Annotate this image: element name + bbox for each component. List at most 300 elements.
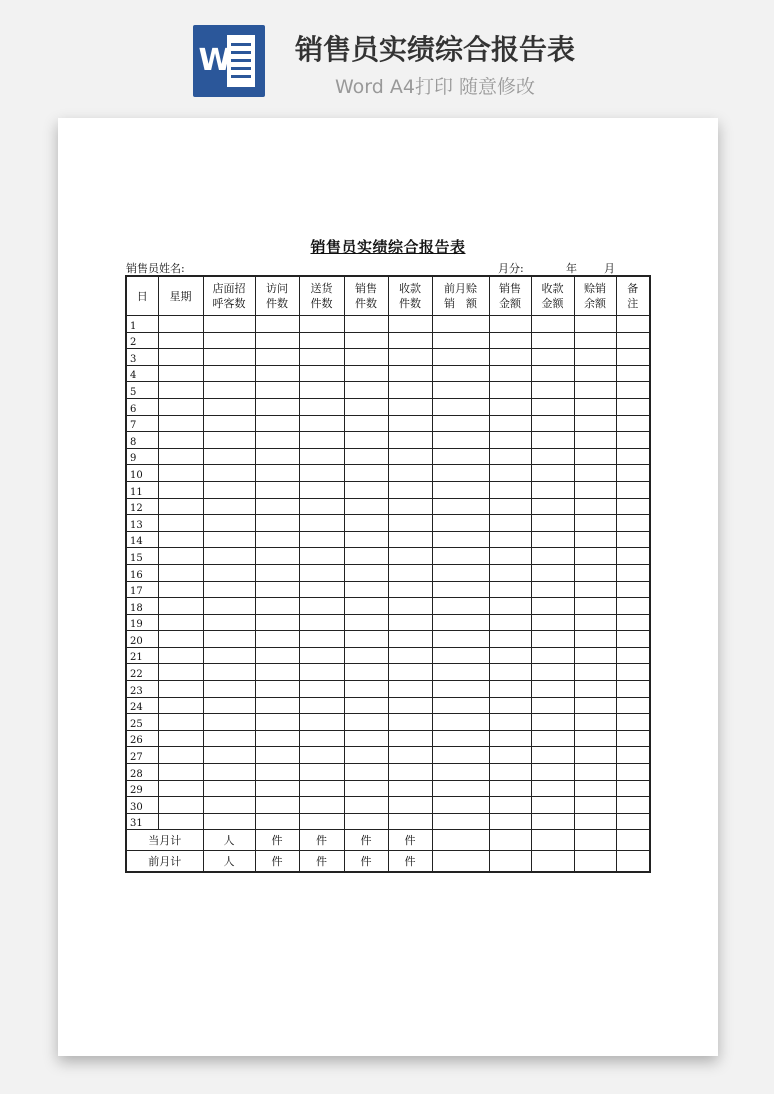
table-cell[interactable] [158,465,203,482]
table-cell[interactable] [574,349,616,366]
table-cell[interactable] [489,316,531,333]
table-cell[interactable] [531,851,574,873]
table-cell[interactable] [203,382,255,399]
table-cell[interactable] [255,548,299,565]
table-cell[interactable] [344,415,388,432]
table-cell[interactable] [388,730,432,747]
table-cell[interactable] [255,316,299,333]
table-cell[interactable] [574,747,616,764]
table-cell[interactable] [531,432,574,449]
table-cell[interactable] [574,332,616,349]
table-cell[interactable] [388,813,432,830]
summary-unit[interactable]: 件 [299,830,344,851]
table-cell[interactable] [344,531,388,548]
table-cell[interactable] [344,382,388,399]
table-cell[interactable] [344,647,388,664]
table-cell[interactable] [344,515,388,532]
table-cell[interactable] [255,714,299,731]
table-cell[interactable] [158,664,203,681]
table-cell[interactable] [255,797,299,814]
table-cell[interactable] [203,365,255,382]
table-cell[interactable] [432,730,489,747]
table-cell[interactable] [574,515,616,532]
table-cell[interactable] [388,714,432,731]
table-cell[interactable] [531,448,574,465]
table-cell[interactable] [203,764,255,781]
table-cell[interactable] [432,531,489,548]
table-cell[interactable] [616,747,650,764]
table-cell[interactable] [388,332,432,349]
table-cell[interactable] [574,851,616,873]
table-cell[interactable] [489,498,531,515]
table-cell[interactable] [203,448,255,465]
table-cell[interactable] [432,398,489,415]
table-cell[interactable] [432,316,489,333]
table-cell[interactable] [388,797,432,814]
table-cell[interactable] [489,382,531,399]
table-cell[interactable] [432,365,489,382]
table-cell[interactable] [489,581,531,598]
table-cell[interactable] [158,349,203,366]
table-cell[interactable] [388,515,432,532]
table-cell[interactable] [531,415,574,432]
table-cell[interactable] [531,564,574,581]
table-cell[interactable] [489,332,531,349]
table-cell[interactable] [489,764,531,781]
table-cell[interactable] [203,548,255,565]
table-cell[interactable] [574,316,616,333]
table-cell[interactable] [616,531,650,548]
table-cell[interactable] [616,515,650,532]
table-cell[interactable] [255,813,299,830]
table-cell[interactable] [299,647,344,664]
table-cell[interactable] [299,382,344,399]
table-cell[interactable] [299,664,344,681]
table-cell[interactable] [299,365,344,382]
table-cell[interactable] [203,515,255,532]
table-cell[interactable] [489,598,531,615]
table-cell[interactable] [616,448,650,465]
table-cell[interactable] [158,382,203,399]
table-cell[interactable] [255,581,299,598]
table-cell[interactable] [299,697,344,714]
table-cell[interactable] [203,531,255,548]
table-cell[interactable] [616,316,650,333]
table-cell[interactable] [574,564,616,581]
table-cell[interactable] [255,664,299,681]
table-cell[interactable] [388,681,432,698]
table-cell[interactable] [344,598,388,615]
table-cell[interactable] [432,647,489,664]
table-cell[interactable] [616,432,650,449]
table-cell[interactable] [616,498,650,515]
table-cell[interactable] [299,332,344,349]
table-cell[interactable] [531,481,574,498]
table-cell[interactable] [616,349,650,366]
table-cell[interactable] [255,564,299,581]
table-cell[interactable] [388,664,432,681]
table-cell[interactable] [531,382,574,399]
table-cell[interactable] [432,481,489,498]
table-cell[interactable] [616,481,650,498]
table-cell[interactable] [158,797,203,814]
table-cell[interactable] [489,697,531,714]
table-cell[interactable] [299,614,344,631]
table-cell[interactable] [432,664,489,681]
table-cell[interactable] [432,614,489,631]
table-cell[interactable] [388,780,432,797]
table-cell[interactable] [574,598,616,615]
table-cell[interactable] [489,614,531,631]
table-cell[interactable] [489,564,531,581]
table-cell[interactable] [489,851,531,873]
table-cell[interactable] [203,581,255,598]
table-cell[interactable] [344,432,388,449]
table-cell[interactable] [489,349,531,366]
table-cell[interactable] [432,697,489,714]
table-cell[interactable] [299,780,344,797]
table-cell[interactable] [344,714,388,731]
table-cell[interactable] [158,614,203,631]
table-cell[interactable] [299,448,344,465]
table-cell[interactable] [388,316,432,333]
table-cell[interactable] [158,681,203,698]
table-cell[interactable] [616,415,650,432]
table-cell[interactable] [616,332,650,349]
table-cell[interactable] [531,465,574,482]
table-cell[interactable] [432,851,489,873]
table-cell[interactable] [203,631,255,648]
table-cell[interactable] [616,813,650,830]
table-cell[interactable] [344,349,388,366]
table-cell[interactable] [574,664,616,681]
table-cell[interactable] [344,697,388,714]
table-cell[interactable] [158,714,203,731]
table-cell[interactable] [344,730,388,747]
table-cell[interactable] [299,797,344,814]
table-cell[interactable] [158,332,203,349]
table-cell[interactable] [616,851,650,873]
table-cell[interactable] [531,780,574,797]
table-cell[interactable] [489,714,531,731]
table-cell[interactable] [531,697,574,714]
table-cell[interactable] [158,432,203,449]
table-cell[interactable] [616,730,650,747]
table-cell[interactable] [255,531,299,548]
table-cell[interactable] [388,398,432,415]
table-cell[interactable] [432,432,489,449]
table-cell[interactable] [158,631,203,648]
table-cell[interactable] [344,631,388,648]
table-cell[interactable] [388,564,432,581]
table-cell[interactable] [203,813,255,830]
table-cell[interactable] [158,415,203,432]
table-cell[interactable] [299,465,344,482]
table-cell[interactable] [574,415,616,432]
table-cell[interactable] [255,631,299,648]
table-cell[interactable] [432,415,489,432]
table-cell[interactable] [299,481,344,498]
summary-unit[interactable]: 件 [255,851,299,873]
table-cell[interactable] [574,647,616,664]
table-cell[interactable] [158,448,203,465]
table-cell[interactable] [432,548,489,565]
table-cell[interactable] [489,448,531,465]
table-cell[interactable] [158,398,203,415]
table-cell[interactable] [531,349,574,366]
table-cell[interactable] [574,581,616,598]
table-cell[interactable] [388,548,432,565]
table-cell[interactable] [616,764,650,781]
table-cell[interactable] [203,681,255,698]
table-cell[interactable] [489,531,531,548]
table-cell[interactable] [388,747,432,764]
table-cell[interactable] [203,349,255,366]
table-cell[interactable] [531,647,574,664]
table-cell[interactable] [203,647,255,664]
summary-unit[interactable]: 人 [203,851,255,873]
table-cell[interactable] [203,398,255,415]
table-cell[interactable] [432,598,489,615]
table-cell[interactable] [203,714,255,731]
table-cell[interactable] [299,714,344,731]
table-cell[interactable] [388,365,432,382]
table-cell[interactable] [616,465,650,482]
table-cell[interactable] [203,730,255,747]
table-cell[interactable] [489,747,531,764]
table-cell[interactable] [489,830,531,851]
table-cell[interactable] [616,780,650,797]
table-cell[interactable] [616,382,650,399]
table-cell[interactable] [531,764,574,781]
table-cell[interactable] [255,614,299,631]
table-cell[interactable] [531,631,574,648]
table-cell[interactable] [616,398,650,415]
table-cell[interactable] [158,515,203,532]
table-cell[interactable] [299,581,344,598]
table-cell[interactable] [531,714,574,731]
table-cell[interactable] [432,747,489,764]
table-cell[interactable] [299,349,344,366]
table-cell[interactable] [432,382,489,399]
table-cell[interactable] [616,598,650,615]
table-cell[interactable] [432,465,489,482]
table-cell[interactable] [203,780,255,797]
summary-unit[interactable]: 件 [344,851,388,873]
table-cell[interactable] [344,614,388,631]
table-cell[interactable] [344,498,388,515]
table-cell[interactable] [255,647,299,664]
table-cell[interactable] [388,465,432,482]
table-cell[interactable] [299,730,344,747]
table-cell[interactable] [574,730,616,747]
table-cell[interactable] [158,498,203,515]
table-cell[interactable] [158,581,203,598]
summary-unit[interactable]: 件 [388,851,432,873]
table-cell[interactable] [432,764,489,781]
table-cell[interactable] [203,498,255,515]
table-cell[interactable] [489,481,531,498]
table-cell[interactable] [344,481,388,498]
table-cell[interactable] [388,448,432,465]
table-cell[interactable] [531,614,574,631]
table-cell[interactable] [299,548,344,565]
table-cell[interactable] [344,764,388,781]
table-cell[interactable] [531,730,574,747]
table-cell[interactable] [299,764,344,781]
table-cell[interactable] [255,382,299,399]
table-cell[interactable] [255,730,299,747]
table-cell[interactable] [158,747,203,764]
table-cell[interactable] [432,780,489,797]
table-cell[interactable] [388,764,432,781]
table-cell[interactable] [574,382,616,399]
summary-unit[interactable]: 件 [388,830,432,851]
table-cell[interactable] [574,531,616,548]
table-cell[interactable] [255,681,299,698]
table-cell[interactable] [616,714,650,731]
table-cell[interactable] [616,581,650,598]
table-cell[interactable] [574,448,616,465]
table-cell[interactable] [574,631,616,648]
table-cell[interactable] [203,465,255,482]
table-cell[interactable] [574,398,616,415]
table-cell[interactable] [255,764,299,781]
table-cell[interactable] [388,614,432,631]
table-cell[interactable] [432,448,489,465]
table-cell[interactable] [489,548,531,565]
table-cell[interactable] [158,564,203,581]
table-cell[interactable] [489,432,531,449]
table-cell[interactable] [255,697,299,714]
table-cell[interactable] [531,531,574,548]
table-cell[interactable] [531,681,574,698]
table-cell[interactable] [574,797,616,814]
table-cell[interactable] [255,332,299,349]
table-cell[interactable] [489,813,531,830]
table-cell[interactable] [531,398,574,415]
table-cell[interactable] [299,531,344,548]
table-cell[interactable] [299,598,344,615]
table-cell[interactable] [203,697,255,714]
table-cell[interactable] [531,332,574,349]
table-cell[interactable] [299,398,344,415]
table-cell[interactable] [432,349,489,366]
table-cell[interactable] [432,564,489,581]
table-cell[interactable] [255,365,299,382]
summary-unit[interactable]: 人 [203,830,255,851]
table-cell[interactable] [344,813,388,830]
table-cell[interactable] [158,481,203,498]
table-cell[interactable] [531,581,574,598]
table-cell[interactable] [531,813,574,830]
table-cell[interactable] [388,581,432,598]
table-cell[interactable] [489,515,531,532]
table-cell[interactable] [158,316,203,333]
table-cell[interactable] [255,515,299,532]
table-cell[interactable] [203,797,255,814]
table-cell[interactable] [255,349,299,366]
table-cell[interactable] [388,498,432,515]
table-cell[interactable] [388,531,432,548]
table-cell[interactable] [432,714,489,731]
table-cell[interactable] [531,498,574,515]
table-cell[interactable] [574,830,616,851]
table-cell[interactable] [388,631,432,648]
table-cell[interactable] [432,830,489,851]
table-cell[interactable] [203,664,255,681]
table-cell[interactable] [299,747,344,764]
table-cell[interactable] [574,465,616,482]
summary-unit[interactable]: 件 [344,830,388,851]
table-cell[interactable] [616,697,650,714]
table-cell[interactable] [344,332,388,349]
table-cell[interactable] [299,813,344,830]
table-cell[interactable] [388,598,432,615]
table-cell[interactable] [574,714,616,731]
table-cell[interactable] [158,548,203,565]
table-cell[interactable] [299,432,344,449]
table-cell[interactable] [344,564,388,581]
table-cell[interactable] [344,797,388,814]
table-cell[interactable] [158,647,203,664]
table-cell[interactable] [344,365,388,382]
table-cell[interactable] [489,365,531,382]
table-cell[interactable] [158,598,203,615]
table-cell[interactable] [531,797,574,814]
table-cell[interactable] [255,432,299,449]
table-cell[interactable] [531,515,574,532]
table-cell[interactable] [158,697,203,714]
table-cell[interactable] [489,681,531,698]
table-cell[interactable] [616,664,650,681]
table-cell[interactable] [255,598,299,615]
table-cell[interactable] [299,415,344,432]
summary-unit[interactable]: 件 [255,830,299,851]
table-cell[interactable] [489,398,531,415]
table-cell[interactable] [299,631,344,648]
table-cell[interactable] [344,780,388,797]
table-cell[interactable] [255,780,299,797]
table-cell[interactable] [489,780,531,797]
table-cell[interactable] [574,697,616,714]
table-cell[interactable] [574,681,616,698]
table-cell[interactable] [203,481,255,498]
table-cell[interactable] [432,813,489,830]
table-cell[interactable] [574,764,616,781]
table-cell[interactable] [388,481,432,498]
table-cell[interactable] [203,316,255,333]
table-cell[interactable] [344,465,388,482]
table-cell[interactable] [531,548,574,565]
table-cell[interactable] [531,598,574,615]
table-cell[interactable] [203,614,255,631]
table-cell[interactable] [344,548,388,565]
table-cell[interactable] [158,730,203,747]
table-cell[interactable] [388,647,432,664]
table-cell[interactable] [388,432,432,449]
table-cell[interactable] [388,349,432,366]
table-cell[interactable] [344,448,388,465]
table-cell[interactable] [299,515,344,532]
table-cell[interactable] [432,515,489,532]
table-cell[interactable] [432,332,489,349]
table-cell[interactable] [432,797,489,814]
table-cell[interactable] [616,548,650,565]
table-cell[interactable] [616,631,650,648]
table-cell[interactable] [255,448,299,465]
table-cell[interactable] [616,681,650,698]
